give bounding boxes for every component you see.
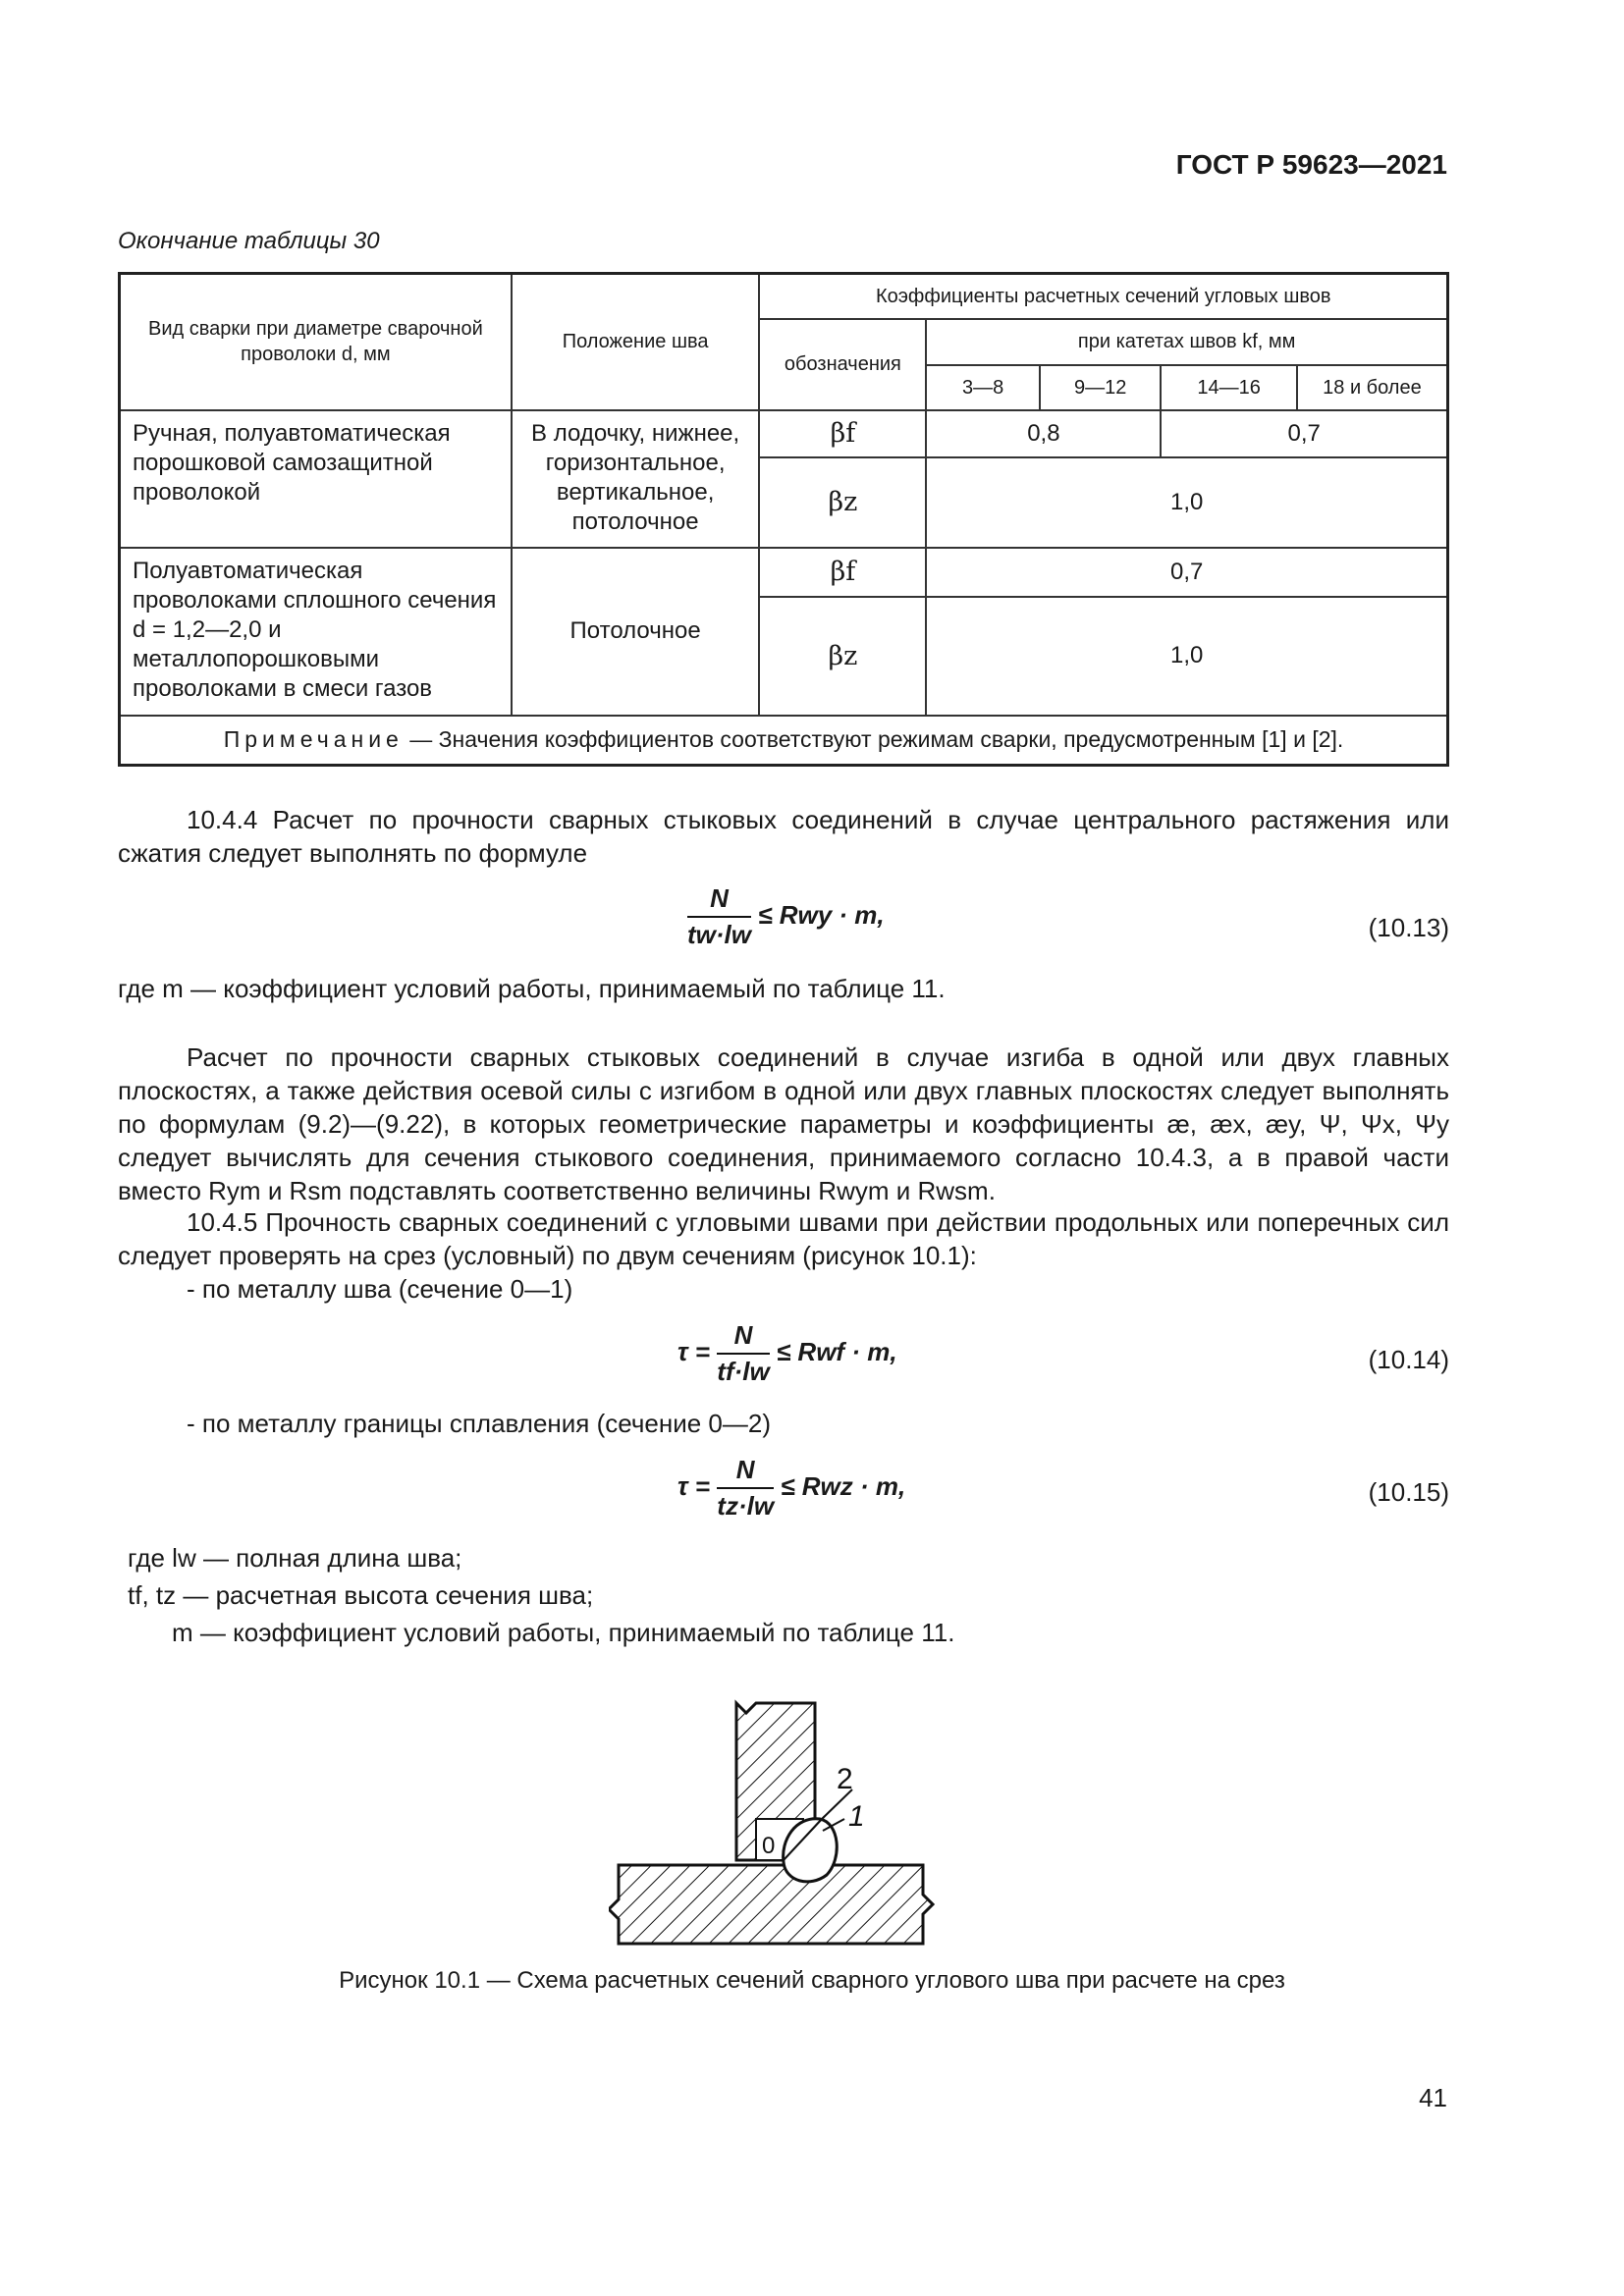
group-header-text: Коэффициенты расчетных сечений угловых швов [875,285,1331,307]
paragraph-10-4-4: 10.4.4 Расчет по прочности сварных стыковых соединений в случае центрального растяжения или сжатия следует выполнять по формуле [118,805,1449,868]
paragraph-10-4-5: 10.4.5 Прочность сварных соединений с угловыми швами при действии продольных или поперечных сил следует проверять на срез (условный) по двум сечениям (рисунок 10.1): [118,1207,1449,1270]
row2-beta-z: βz [759,597,926,716]
row2-beta-z-value: 1,0 [926,597,1447,716]
welding-header-text: Вид сварки при диаметре сварочной проволоки d, мм [147,318,483,366]
fillet-weld-figure [609,1693,962,1958]
formula3-fraction [717,1455,774,1522]
formula2-lhs: τ = [677,1336,711,1366]
legs-header-text: при катетах швов kf, мм [1077,331,1296,352]
formula2-fraction [717,1320,769,1387]
formula1-numerator: N [687,883,751,918]
base-plate [609,1865,933,1944]
label-0: 0 [762,1833,776,1859]
row1-beta-z-value: 1,0 [926,457,1447,548]
formula2-numerator: N [717,1320,769,1355]
coefficients-table [118,272,1449,767]
formula1-denominator: tw·lw [687,920,751,949]
row1-position-text: В лодочку, нижнее, горизонтальное, вертикальное, потолочное [531,419,740,535]
row1-beta-f-value-large: 0,7 [1161,410,1447,457]
row1-beta-f-value-small: 0,8 [926,410,1161,457]
row1-beta-z: βz [759,457,926,548]
row2-welding [120,548,512,716]
row2-position-text: Потолочное [569,617,701,644]
formula-number-10-13: (10.13) [1368,913,1449,942]
standard-number: ГОСТ Р 59623—2021 [1175,149,1447,180]
label-2: 2 [837,1763,853,1795]
formula-10-15 [677,1455,905,1522]
row1-position [512,410,760,548]
legs-header [926,319,1447,365]
col-position-header [512,274,760,410]
where-m: m — коэффициент условий работы, принимаемый по таблице 11. [172,1618,955,1647]
table-caption: Окончание таблицы 30 [118,228,380,254]
group-header [759,274,1447,319]
formula3-numerator: N [717,1455,774,1489]
list-item-fusion-boundary: - по металлу границы сплавления (сечение 0—2) [187,1409,771,1438]
leg-range-4: 18 и более [1297,365,1448,410]
list-item-weld-metal: - по металлу шва (сечение 0—1) [187,1274,573,1304]
formula2-denominator: tf·lw [717,1357,770,1386]
row2-beta-f-value: 0,7 [926,548,1447,597]
formula-10-14 [677,1320,897,1387]
paragraph-where-m: где m — коэффициент условий работы, принимаемый по таблице 11. [118,974,946,1003]
row1-welding [120,410,512,548]
formula1-fraction [687,883,751,950]
formula2-rhs: ≤ Rwf · m, [776,1336,897,1366]
row2-beta-f: βf [759,548,926,597]
note-text: — Значения коэффициентов соответствуют режимам сварки, предусмотренным [1] и [2]. [409,726,1344,753]
formula-10-13 [687,883,885,950]
leg-range-2: 9—12 [1040,365,1162,410]
row2-welding-text: Полуавтоматическая проволоками сплошного сечения d = 1,2—2,0 и металлопорошковыми проволоками в смеси газов [133,557,497,702]
figure-caption: Рисунок 10.1 — Схема расчетных сечений сварного углового шва при расчете на срез [339,1967,1285,1994]
formula3-rhs: ≤ Rwz · m, [781,1470,906,1501]
formula3-denominator: tz·lw [717,1491,775,1521]
designation-header [759,319,926,410]
paragraph-bending: Расчет по прочности сварных стыковых соединений в случае изгиба в одной или двух главных плоскостях, а также действия осевой силы с изгибом в одной или двух главных плоскостях следует выполнять по формулам (9.2)—(9.22), в которых геометрические параметры и коэффициенты æ, æx, æy, Ψ, Ψx, Ψy следует вычислять для сечения стыкового соединения, принимаемого согласно 10.4.3, а в правой части вместо Rym и Rsm подставлять соответственно величины Rwym и Rwsm. [118,1042,1449,1205]
where-lw: где lw — полная длина шва; [128,1543,462,1573]
formula-number-10-14: (10.14) [1368,1345,1449,1374]
leg-range-3: 14—16 [1161,365,1296,410]
label-1: 1 [848,1800,865,1833]
row2-position [512,548,760,716]
leg-range-1: 3—8 [926,365,1040,410]
table-note [120,716,1448,766]
where-tf-tz: tf, tz — расчетная высота сечения шва; [128,1580,594,1610]
formula-number-10-15: (10.15) [1368,1477,1449,1507]
note-label: Примечание [223,726,404,753]
col-welding-type-header [120,274,512,410]
formula1-rhs: ≤ Rwy · m, [758,899,885,930]
row1-welding-text: Ручная, полуавтоматическая порошковой самозащитной проволокой [133,419,451,506]
position-header-text: Положение шва [562,331,709,353]
page-number: 41 [1419,2083,1447,2112]
formula3-lhs: τ = [677,1470,711,1501]
designation-header-text: обозначения [784,353,901,375]
row1-beta-f: βf [759,410,926,457]
